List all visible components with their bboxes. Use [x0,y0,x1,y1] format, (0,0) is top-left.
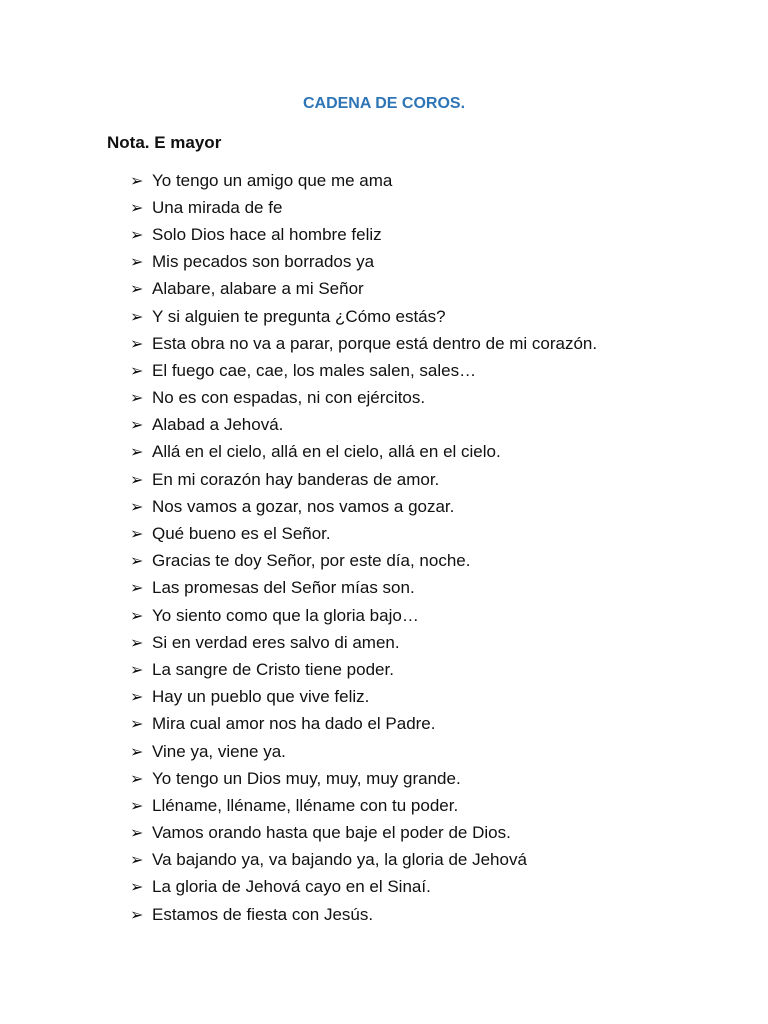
list-item [130,167,597,194]
list-item [130,548,597,575]
list-item-text: Alabad a Jehová. [152,415,284,435]
arrowhead-bullet-icon: ➢ [130,281,144,299]
list-item-text: Y si alguien te pregunta ¿Cómo estás? [152,306,446,326]
list-item [130,466,597,493]
arrowhead-bullet-icon: ➢ [130,580,144,598]
key-note: Nota. E mayor [107,133,222,152]
arrowhead-bullet-icon: ➢ [130,498,144,516]
list-item-text: Si en verdad eres salvo di amen. [152,632,400,652]
list-item [130,221,597,248]
list-item [130,276,597,303]
list-item-text: No es con espadas, ni con ejércitos. [152,388,426,408]
arrowhead-bullet-icon: ➢ [130,634,144,652]
list-item-text: Yo siento como que la gloria bajo… [152,605,419,625]
list-item [130,684,597,711]
arrowhead-bullet-icon: ➢ [130,199,144,217]
arrowhead-bullet-icon: ➢ [130,743,144,761]
list-item [130,820,597,847]
list-item [130,792,597,819]
arrowhead-bullet-icon: ➢ [130,770,144,788]
list-item [130,901,597,928]
list-item [130,249,597,276]
list-item [130,412,597,439]
song-list [130,167,597,928]
list-item [130,385,597,412]
arrowhead-bullet-icon: ➢ [130,172,144,190]
arrowhead-bullet-icon: ➢ [130,526,144,544]
list-item-text: Hay un pueblo que vive feliz. [152,687,370,707]
list-item-text: Solo Dios hace al hombre feliz [152,224,382,244]
list-item [130,520,597,547]
arrowhead-bullet-icon: ➢ [130,825,144,843]
arrowhead-bullet-icon: ➢ [130,254,144,272]
list-item-text: Mis pecados son borrados ya [152,252,375,272]
list-item [130,357,597,384]
list-item-text: Esta obra no va a parar, porque está dentro de mi corazón. [152,333,598,353]
list-item-text: Mira cual amor nos ha dado el Padre. [152,714,436,734]
arrowhead-bullet-icon: ➢ [130,607,144,625]
arrowhead-bullet-icon: ➢ [130,444,144,462]
arrowhead-bullet-icon: ➢ [130,661,144,679]
arrowhead-bullet-icon: ➢ [130,308,144,326]
list-item [130,738,597,765]
list-item [130,629,597,656]
list-item-text: En mi corazón hay banderas de amor. [152,469,440,489]
list-item [130,194,597,221]
arrowhead-bullet-icon: ➢ [130,417,144,435]
list-item-text: Vine ya, viene ya. [152,741,286,761]
list-item [130,575,597,602]
list-item-text: Alabare, alabare a mi Señor [152,279,364,299]
list-item-text: El fuego cae, cae, los males salen, sales… [152,360,477,380]
list-item [130,303,597,330]
list-item [130,874,597,901]
list-item [130,602,597,629]
arrowhead-bullet-icon: ➢ [130,335,144,353]
list-item-text: Qué bueno es el Señor. [152,524,331,544]
list-item [130,711,597,738]
arrowhead-bullet-icon: ➢ [130,390,144,408]
list-item-text: Nos vamos a gozar, nos vamos a gozar. [152,496,455,516]
list-item-text: Una mirada de fe [152,197,283,217]
list-item-text: Estamos de fiesta con Jesús. [152,904,374,924]
arrowhead-bullet-icon: ➢ [130,471,144,489]
list-item [130,439,597,466]
arrowhead-bullet-icon: ➢ [130,362,144,380]
list-item [130,765,597,792]
arrowhead-bullet-icon: ➢ [130,689,144,707]
list-item [130,847,597,874]
list-item [130,330,597,357]
list-item-text: Gracias te doy Señor, por este día, noche. [152,551,471,571]
list-item [130,493,597,520]
list-item-text: La sangre de Cristo tiene poder. [152,659,394,679]
list-item-text: Lléname, lléname, lléname con tu poder. [152,795,459,815]
arrowhead-bullet-icon: ➢ [130,226,144,244]
document-title: CADENA DE COROS. [302,95,466,112]
arrowhead-bullet-icon: ➢ [130,852,144,870]
list-item [130,656,597,683]
arrowhead-bullet-icon: ➢ [130,553,144,571]
list-item-text: La gloria de Jehová cayo en el Sinaí. [152,877,431,897]
list-item-text: Allá en el cielo, allá en el cielo, allá en el cielo. [152,442,501,462]
arrowhead-bullet-icon: ➢ [130,879,144,897]
list-item-text: Vamos orando hasta que baje el poder de Dios. [152,823,511,843]
list-item-text: Las promesas del Señor mías son. [152,578,415,598]
arrowhead-bullet-icon: ➢ [130,906,144,924]
list-item-text: Yo tengo un amigo que me ama [152,170,393,190]
list-item-text: Yo tengo un Dios muy, muy, muy grande. [152,768,461,788]
arrowhead-bullet-icon: ➢ [130,797,144,815]
arrowhead-bullet-icon: ➢ [130,716,144,734]
list-item-text: Va bajando ya, va bajando ya, la gloria de Jehová [152,850,527,870]
